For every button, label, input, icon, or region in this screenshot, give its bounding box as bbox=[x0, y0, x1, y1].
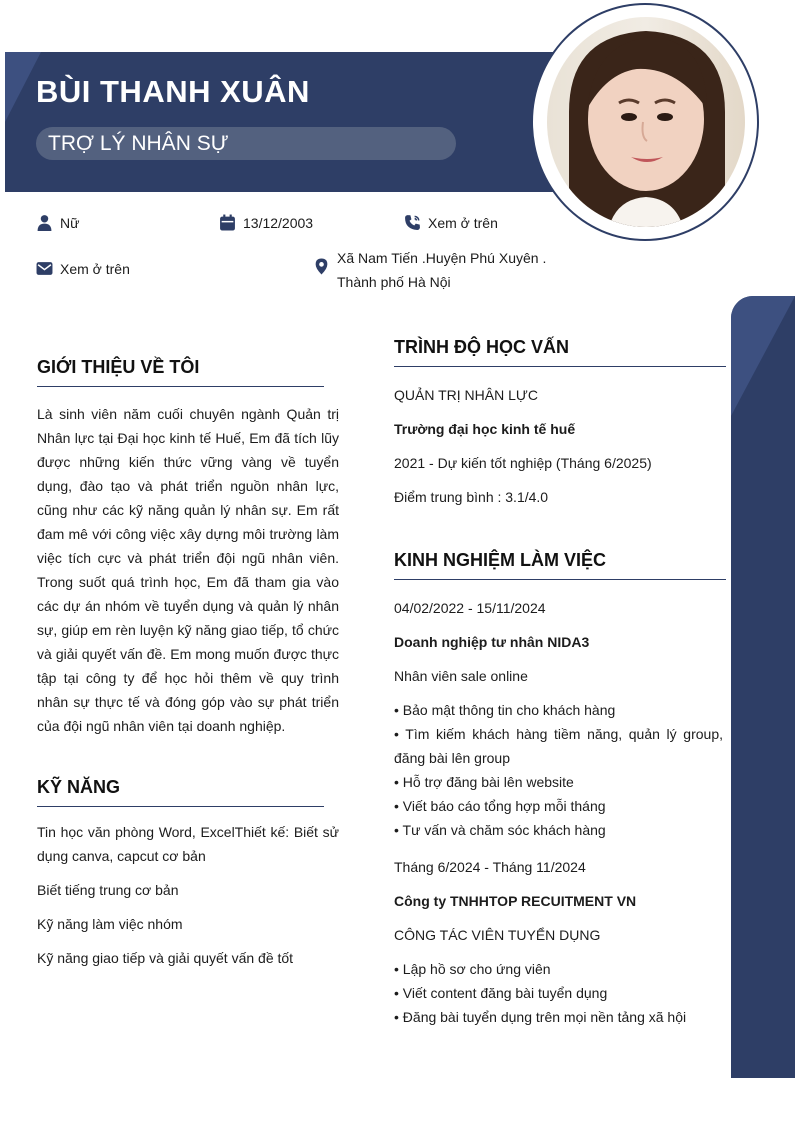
right-decor-bar bbox=[731, 296, 795, 1078]
skills-list bbox=[37, 820, 339, 980]
duty-item: • Tìm kiếm khách hàng tiềm năng, quản lý group, đăng bài lên group bbox=[394, 726, 723, 766]
job-company: Doanh nghiệp tư nhân NIDA3 bbox=[394, 634, 590, 650]
job-position: Nhân viên sale online bbox=[394, 668, 528, 684]
about-text: Là sinh viên năm cuối chuyên ngành Quản trị Nhân lực tại Đại học kinh tế Huế, Em đã tích lũy được những kiến thức vững vàng về tuyển dụng, đào tạo và phát triển nguồn nhân lực, cũng như các kỹ năng quản lý nhân sự. Em rất đam mê với công việc xây dựng môi trường làm việc tích cực và phát triển đội ngũ nhân viên. Trong suốt quá trình học, Em đã tham gia vào các dự án nhóm về tuyển dụng và quản lý nhân sự, giúp em rèn luyện kỹ năng giao tiếp, tổ chức và giải quyết vấn đề. Em mong muốn được thực tập tại công ty để học hỏi thêm về quy trình nhân sự thực tế và đóng góp vào sự phát triển của đội ngũ nhân viên tại doanh nghiệp. bbox=[37, 406, 339, 734]
calendar-icon bbox=[219, 214, 236, 231]
skill-item: Tin học văn phòng Word, ExcelThiết kế: Biết sử dụng canva, capcut cơ bản bbox=[37, 824, 339, 864]
address-value bbox=[337, 246, 546, 294]
duty-item: • Tư vấn và chăm sóc khách hàng bbox=[394, 822, 606, 838]
education-title: TRÌNH ĐỘ HỌC VẤN bbox=[394, 337, 726, 367]
experience-job-1 bbox=[394, 596, 723, 842]
contact-birthday bbox=[219, 214, 313, 231]
header-band bbox=[5, 52, 585, 192]
experience-title: KINH NGHIỆM LÀM VIỆC bbox=[394, 550, 726, 580]
address-line-2: Thành phố Hà Nội bbox=[337, 274, 451, 290]
job-position: CÔNG TÁC VIÊN TUYỂN DỤNG bbox=[394, 927, 601, 943]
job-period: 04/02/2022 - 15/11/2024 bbox=[394, 600, 546, 616]
job-period: Tháng 6/2024 - Tháng 11/2024 bbox=[394, 859, 586, 875]
duty-item: • Viết content đăng bài tuyển dụng bbox=[394, 985, 608, 1001]
user-icon bbox=[36, 214, 53, 231]
education-gpa: Điểm trung bình : 3.1/4.0 bbox=[394, 489, 549, 505]
skill-item: Biết tiếng trung cơ bản bbox=[37, 882, 179, 898]
duty-item: • Lập hồ sơ cho ứng viên bbox=[394, 961, 551, 977]
about-title: GIỚI THIỆU VỀ TÔI bbox=[37, 357, 324, 387]
birthday-value: 13/12/2003 bbox=[243, 214, 314, 231]
contact-gender bbox=[36, 214, 79, 231]
address-line-1: Xã Nam Tiến .Huyện Phú Xuyên . bbox=[337, 250, 547, 266]
experience-job-2 bbox=[394, 855, 723, 1029]
contact-email bbox=[36, 260, 130, 277]
location-pin-icon bbox=[313, 258, 330, 275]
skill-item: Kỹ năng làm việc nhóm bbox=[37, 916, 183, 932]
envelope-icon bbox=[36, 260, 53, 277]
job-company: Công ty TNHHTOP RECUITMENT VN bbox=[394, 893, 637, 909]
contact-phone bbox=[404, 214, 498, 231]
education-school: Trường đại học kinh tế huế bbox=[394, 421, 576, 437]
duty-item: • Đăng bài tuyển dụng trên mọi nền tảng xã hội bbox=[394, 1009, 687, 1025]
job-duties bbox=[394, 957, 723, 1029]
email-value: Xem ở trên bbox=[60, 260, 130, 277]
candidate-name: BÙI THANH XUÂN bbox=[36, 74, 310, 109]
duty-item: • Bảo mật thông tin cho khách hàng bbox=[394, 702, 616, 718]
job-duties bbox=[394, 698, 723, 842]
skill-item: Kỹ năng giao tiếp và giải quyết vấn đề tốt bbox=[37, 950, 294, 966]
avatar-photo bbox=[547, 17, 745, 227]
contact-address bbox=[313, 246, 546, 294]
avatar bbox=[547, 17, 745, 227]
education-period: 2021 - Dự kiến tốt nghiệp (Tháng 6/2025) bbox=[394, 455, 652, 471]
job-title-pill: TRỢ LÝ NHÂN SỰ bbox=[36, 127, 456, 160]
education-details bbox=[394, 383, 726, 519]
duty-item: • Hỗ trợ đăng bài lên website bbox=[394, 774, 574, 790]
duty-item: • Viết báo cáo tổng hợp mỗi tháng bbox=[394, 798, 606, 814]
skills-title: KỸ NĂNG bbox=[37, 777, 324, 807]
phone-icon bbox=[404, 214, 421, 231]
education-major: QUẢN TRỊ NHÂN LỰC bbox=[394, 387, 538, 403]
gender-value: Nữ bbox=[60, 214, 80, 231]
phone-value: Xem ở trên bbox=[428, 214, 498, 231]
